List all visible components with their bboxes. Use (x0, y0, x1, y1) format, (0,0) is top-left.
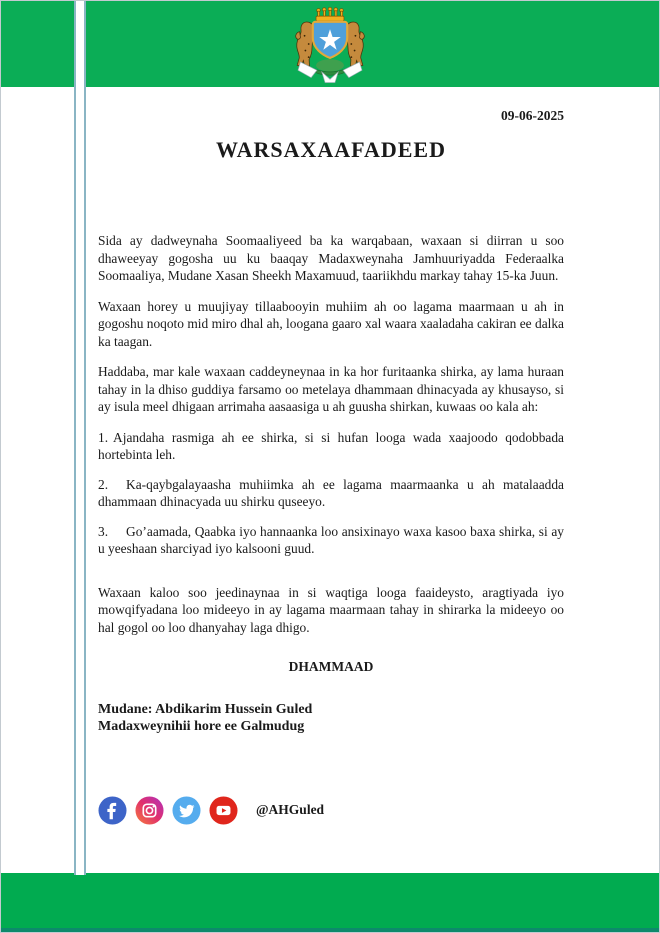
numbered-item-1 (98, 429, 564, 464)
header-banner (1, 1, 659, 87)
signature-block (98, 701, 564, 736)
paragraph-1: Sida ay dadweynaha Soomaaliyeed ba ka warqabaan, waxaan si diirran u soo dhaweeyay gogosha uu ku baaqay Madaxweynaha Jamhuuriyadda Federaalka Soomaaliya, Mudane Xasan Sheekh Maxamuud, taariikhdu markay tahay 15-ka Juun. (98, 233, 564, 283)
item-number: 3. (98, 523, 109, 539)
crown (316, 7, 344, 21)
footer-banner (1, 873, 659, 932)
social-handle: @AHGuled (256, 802, 325, 818)
item-text: Ajandaha rasmiga ah ee shirka, si si hufan looga wada xaajoodo qodobbada hortebinta leh. (98, 429, 564, 462)
shield (313, 22, 347, 58)
social-media-row (98, 796, 564, 825)
numbered-item-2 (98, 476, 564, 511)
somalia-coat-of-arms-icon (265, 3, 395, 85)
leopard-left (296, 22, 314, 66)
item-number: 1. (98, 429, 109, 445)
twitter-icon (172, 796, 201, 825)
paragraph-3: Haddaba, mar kale waxaan caddeyneynaa in ka hor furitaanka shirka, ay lama huraan tahay in la dhiso guddiya farsamo oo metelaya dhammaan dhinacyada ay khusayso, si ay isula meel dhigaan arrimaha aasaasiga u ah guusha shirkan, kuwaas oo kala ah: (98, 364, 564, 414)
left-vertical-rule (74, 1, 86, 875)
instagram-icon (135, 796, 164, 825)
page-title: WARSAXAAFADEED (216, 136, 446, 162)
item-number: 2. (98, 476, 109, 492)
document-date: 09-06-2025 (501, 108, 564, 123)
item-text: Go’aamada, Qaabka iyo hannaanka loo ansixinayo waxa kasoo baxa shirka, si ay u yeeshaan sharciyad iyo kalsooni guud. (98, 523, 564, 556)
youtube-icon (209, 796, 238, 825)
facebook-icon (98, 796, 127, 825)
final-paragraph: Waxaan kaloo soo jeedinaynaa in si waqtiga looga faaideysto, aragtiyada iyo mowqifyadana loo mideeyo in ay lagama maarmaan tahay in shirarka la mideeyo oo hal gogol oo loo dhanyahay laga dhigo. (98, 584, 564, 635)
closing-word: DHAMMAAD (288, 659, 374, 674)
item-text: Ka-qaybgalayaasha muhiimka ah ee lagama maarmaanka u ah matalaadda dhammaan dhinacyada uu shirku quseeyo. (98, 476, 564, 509)
document-body (98, 87, 564, 825)
numbered-item-3 (98, 523, 564, 558)
leopard-right (346, 22, 364, 66)
signatory-name: Mudane: Abdikarim Hussein Guled (98, 701, 313, 717)
signatory-title: Madaxweynihii hore ee Galmudug (98, 719, 305, 734)
paragraph-2: Waxaan horey u muujiyay tillaabooyin muhiim ah oo lagama maarmaan u ah in gogoshu noqoto mid miro dhal ah, loogana gaaro xal waara xaaladaha cakiran ee dalka ka taagan. (98, 298, 564, 349)
